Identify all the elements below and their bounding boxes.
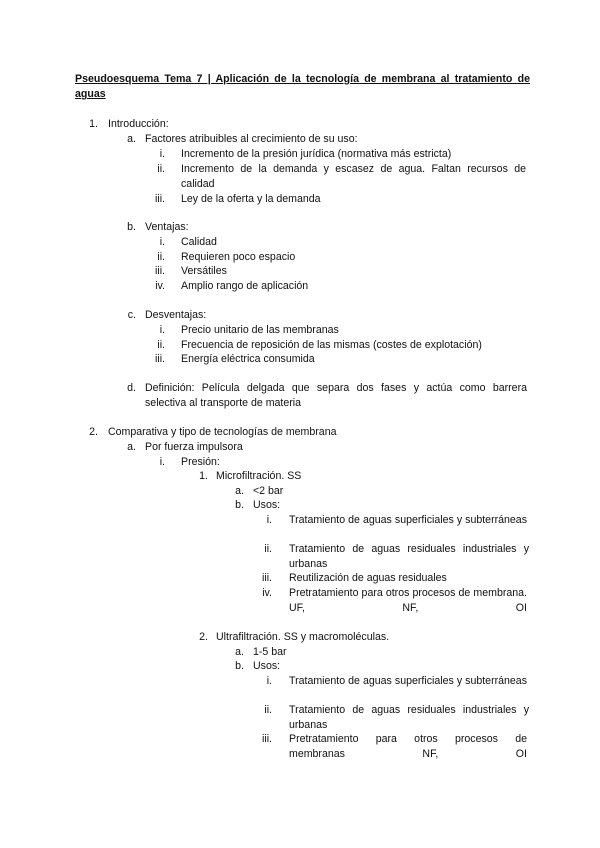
list-marker: 2. <box>199 631 208 643</box>
list-marker: ii. <box>157 339 165 351</box>
list-marker: a. <box>127 133 136 145</box>
list-marker: 1. <box>89 118 98 130</box>
list-marker: 1. <box>199 470 208 482</box>
list-marker: b. <box>235 660 244 672</box>
subsection-heading: Ventajas: <box>145 221 189 233</box>
list-marker: iv. <box>155 280 165 292</box>
list-marker: 2. <box>89 426 98 438</box>
list-marker: iii. <box>154 265 165 277</box>
use-item: Tratamiento de aguas superficiales y subterráneas <box>289 675 527 687</box>
subsection-heading: Factores atribuibles al crecimiento de su uso: <box>145 133 358 145</box>
list-item: Versátiles <box>181 265 227 277</box>
list-marker: a. <box>235 485 244 497</box>
list-marker: b. <box>235 499 244 511</box>
definition-item: Definición: Película delgada que separa dos fases y actúa como barrera selectiva al transporte de materia <box>145 382 527 409</box>
uses-heading: Usos: <box>253 660 281 672</box>
list-marker: i. <box>266 675 272 687</box>
document-title: Pseudoesquema Tema 7 | Aplicación de la tecnología de membrana al tratamiento de aguas <box>75 73 530 100</box>
subsection-heading: Desventajas: <box>145 309 207 321</box>
list-marker: a. <box>235 646 244 658</box>
list-marker: b. <box>127 221 136 233</box>
list-marker: ii. <box>157 163 165 175</box>
section-heading: Introducción: <box>108 118 169 130</box>
process-heading: Microfiltración. SS <box>216 470 302 482</box>
list-marker: ii. <box>264 704 272 716</box>
use-item: Pretratamiento para otros procesos de membranas NF, OI <box>289 733 527 760</box>
list-item: Incremento de la presión jurídica (normativa más estricta) <box>181 148 452 160</box>
list-item: Incremento de la demanda y escasez de agua. Faltan recursos de calidad <box>181 163 526 190</box>
list-item: Presión: <box>181 456 220 468</box>
list-marker: i. <box>159 236 165 248</box>
use-item: Tratamiento de aguas superficiales y subterráneas <box>289 514 527 526</box>
list-marker: iii. <box>261 572 272 584</box>
list-item: Frecuencia de reposición de las mismas (costes de explotación) <box>181 339 482 351</box>
list-item: Precio unitario de las membranas <box>181 324 339 336</box>
list-marker: iii. <box>154 193 165 205</box>
list-marker: i. <box>159 324 165 336</box>
use-item: Pretratamiento para otros procesos de membrana. UF, NF, OI <box>289 587 527 614</box>
list-marker: c. <box>127 309 136 321</box>
list-item: Amplio rango de aplicación <box>181 280 309 292</box>
use-item: Tratamiento de aguas residuales industriales y urbanas <box>289 704 529 731</box>
section-heading: Comparativa y tipo de tecnologías de membrana <box>108 426 337 438</box>
list-marker: iv. <box>262 587 272 599</box>
list-marker: iii. <box>261 733 272 745</box>
list-item: Energía eléctrica consumida <box>181 353 315 365</box>
subsection-heading: Por fuerza impulsora <box>145 441 243 453</box>
list-marker: a. <box>127 441 136 453</box>
list-marker: i. <box>159 148 165 160</box>
list-item: Calidad <box>181 236 217 248</box>
list-marker: d. <box>127 382 136 394</box>
pressure-value: 1-5 bar <box>253 646 287 658</box>
list-marker: i. <box>266 514 272 526</box>
use-item: Tratamiento de aguas residuales industriales y urbanas <box>289 543 529 570</box>
uses-heading: Usos: <box>253 499 281 511</box>
list-marker: ii. <box>264 543 272 555</box>
list-marker: ii. <box>157 251 165 263</box>
list-item: Requieren poco espacio <box>181 251 296 263</box>
pressure-value: <2 bar <box>253 485 284 497</box>
list-item: Ley de la oferta y la demanda <box>181 193 321 205</box>
process-heading: Ultrafiltración. SS y macromoléculas. <box>216 631 390 643</box>
list-marker: i. <box>159 456 165 468</box>
list-marker: iii. <box>154 353 165 365</box>
use-item: Reutilización de aguas residuales <box>289 572 447 584</box>
